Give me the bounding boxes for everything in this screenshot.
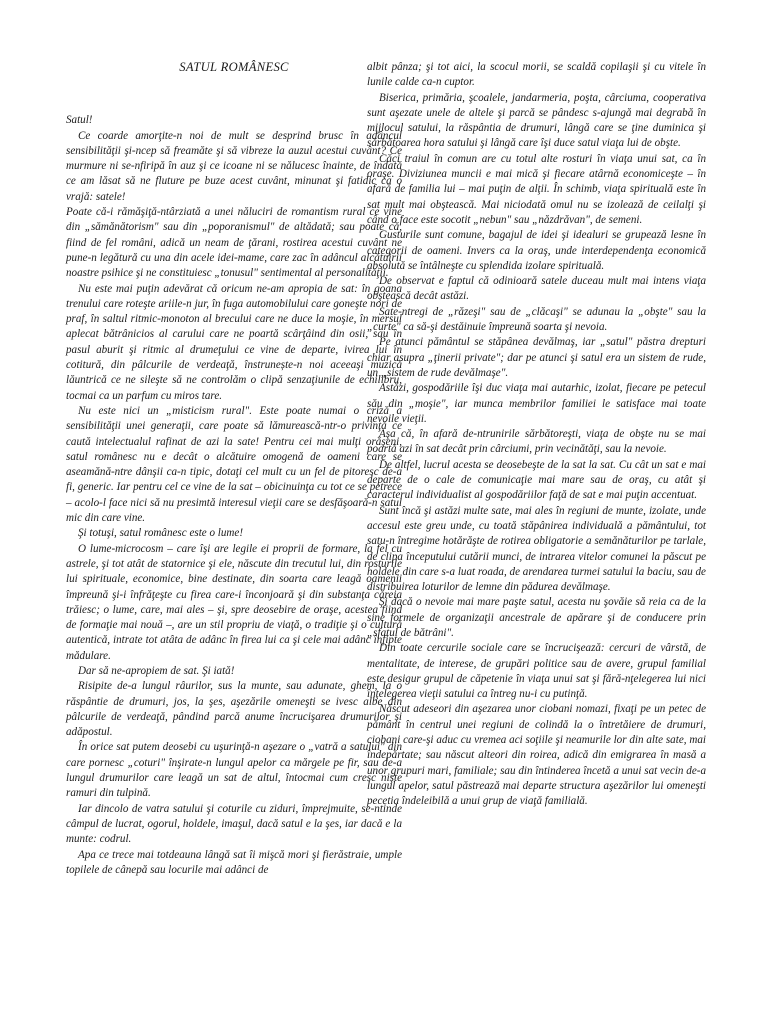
paragraph: Gusturile sunt comune, bagajul de idei şi idealuri se grupează lesne în categorii de oameni. Invers ca la oraş, unde interdependenţa economică absolută se întâlneşte cu splendida izolare spirituală. <box>367 229 706 272</box>
left-column-body <box>66 113 402 878</box>
right-column-body <box>367 60 706 810</box>
paragraph: Aşa că, în afară de-ntrunirile sărbătoreşti, viaţa de obşte nu se mai poartă azi în sat decât prin cârciumi, prin vecinătăţi, sau la nevoie. <box>367 428 706 456</box>
right-column <box>367 60 706 810</box>
paragraph: Ce coarde amorţite-n noi de mult se desprind brusc în adâncul sensibilităţii şi-ncep să freamăte şi să vibreze la auzul acestui cuvânt? Ce murmure ni se-nfiripă în auz şi ce icoane ni se nălucesc înainte, de îndată ce am lăsat să ne fluture pe buze acest cuvânt, minunat şi fatidic ca o vrajă: satele! <box>66 129 402 203</box>
paragraph: Sate-ntregi de „răzeşi" sau de „clăcaşi" se adunau la „obşte" sau la „curte" ca să-şi destăinuie împreună soarta şi nevoia. <box>367 305 706 334</box>
paragraph: Din toate cercurile sociale care se încrucişează: cercuri de vârstă, de mentalitate, de interese, de grupări politice sau de avere, grupul familial este desigur grupul de căpetenie în viaţa unui sat şi fără-nţelegerea lui nici înţelegerea vieţii satului ca întreg nu-i cu putinţă. <box>367 642 706 701</box>
paragraph: Căci traiul în comun are cu totul alte rosturi în viaţa unui sat, ca în oraşe. Diviziunea muncii e mai mică şi fiecare atârnă economiceşte – în afară de familia lui – mai puţin de alţii. În schimb, viaţa spirituală este în sat mult mai obştească. Mai niciodată omul nu se izolează de ceilalţi şi când o face este socotit „nebun" sau „năzdrăvan", de semeni. <box>367 152 706 226</box>
paragraph: Astăzi, gospodăriile îşi duc viaţa mai autarhic, izolat, fiecare pe petecul său din „moşie", iar munca membrilor familiei le satisface mai toate nevoile vieţii. <box>367 382 706 425</box>
paragraph: În orice sat putem deosebi cu uşurinţă-n aşezare o „vatră a satului" din care pornesc „coturi" înşirate-n lungul apelor ca mărgele pe fir, sau de-a lungul drumurilor care leagă un sat de altul, întocmai cum cresc nişte ramuri din tulpină. <box>66 741 402 800</box>
paragraph: Şi dacă o nevoie mai mare paşte satul, acesta nu şovăie să reia ca de la sine formele de organizaţii ancestrale de apărare şi de conducere prin „sfatul de bătrâni". <box>367 596 706 639</box>
paragraph: Iar dincolo de vatra satului şi coturile cu ziduri, împrejmuite, se-ntinde câmpul de lucrat, ogorul, holdele, imaşul, dacă satul e la şes, iar dacă e la munte: codrul. <box>66 802 402 846</box>
paragraph: Biserica, primăria, şcoalele, jandarmeria, poşta, cârciuma, cooperativa sunt aşezate unele de altele şi parcă se pândesc s-ajungă mai degrabă în mijlocul satului, la răspântia de drumuri, lângă care se ţine duminica şi sărbătoarea hora satului şi lângă care îşi duce satul viaţa lui de obşte. <box>367 91 706 150</box>
article-title: SATUL ROMÂNESC <box>179 60 289 74</box>
paragraph: Şi totuşi, satul românesc este o lume! <box>78 527 244 540</box>
paragraph: Apa ce trece mai totdeauna lângă sat îi mişcă mori şi fierăstraie, umple topilele de cânepă sau locurile mai adânci de <box>66 848 402 876</box>
paragraph: Născut adeseori din aşezarea unor ciobani nomazi, fixaţi pe un petec de pământ în centrul unei regiuni de colindă la o întretăiere de drumuri, ciobani care-şi aduc cu vremea aci soţiile şi neamurile lor din alte sate, mai îndepărtate; sau născut alteori din roirea, adică din emigrarea în masă a unor grupuri mari, familiale; sau din întinderea încetă a unui sat vecin de-a lungul apelor, satul păstrează mai departe structura aşezărilor lui omeneşti pecetia îndeleibilă a unui grup de viaţă familială. <box>367 703 706 808</box>
paragraph: Sunt încă şi astăzi multe sate, mai ales în regiuni de munte, izolate, unde accesul este greu unde, cu toată stăpânirea individuală a pământului, tot satu-n întregime hotărăşte de rotirea obligatorie a semănăturilor pe tarlale, de clipa începutului cutării munci, de intrarea vitelor comunei la păscut pe holdele din care s-a luat roada, de arendarea turmei satului la baciu, sau de distribuirea loturilor de lemne din pădurea devălmaşe. <box>367 504 706 594</box>
paragraph: Nu este nici un „misticism rural". Este poate numai o criză a sensibilităţii unei generaţii, care poate să lămurească-ntr-o privinţă ce caută intelectualul rafinat de azi la sate! Pentru cei mai mulţi orăşeni, satul românesc nu e decât o alcătuire omogenă de oameni care se aseamănă-ntre dânşii ca-n tipic, dotaţi cel mult cu un fel de pitoresc de-a fi, generic. Iar pentru cel ce vine de la sat – obicinuinţa cu tot ce se petrece – acolo-l face nici să nu presimtă interesul vieţii care se desfăşoară-n satul mic din care vine. <box>66 404 402 525</box>
paragraph: De observat e faptul că odinioară satele duceau mult mai intens viaţa obştească decât astăzi. <box>367 275 706 303</box>
paragraph: De altfel, lucrul acesta se deosebeşte de la sat la sat. Cu cât un sat e mai departe de o cale de comunicaţie mai mare sau de oraş, cu atât şi caracterul individualist al gospodăriilor faţă de sat e mai puţin accentuat. <box>367 458 706 502</box>
paragraph: Satul! <box>66 114 93 127</box>
paragraph: Dar să ne-apropiem de sat. Şi iată! <box>78 664 235 677</box>
paragraph: albit pânza; şi tot aici, la scocul morii, se scaldă copilaşii şi cu vitele în lunile calde ca-n cuptor. <box>367 61 706 89</box>
paragraph: Pe atunci pământul se stăpânea devălmaş, iar „satul" păstra drepturi chiar asupra „ţinerii private"; dar pe atunci şi satul era un sistem de rude, un „sistem de rude devălmaşe". <box>367 336 706 379</box>
paragraph: O lume-microcosm – care îşi are legile ei proprii de formare, la fel cu astrele, şi tot atât de statornice şi ele, născute din trecutul lui, din rosturile lui spirituale, economice, bine destinate, din soarta care leagă oamenii împreună şi-i înfrăţeşte cu firea care-i înconjoară şi din substanţa căreia trăiesc; o lume, care, mai ales – şi, spre deosebire de oraşe, acestea fiind de formaţie mai nouă –, are un stil propriu de viaţă, o tradiţie şi o cultură autentică, intrate tot atâta de adânc în firea lui ca şi cele mai adânc înfipte mădulare. <box>66 542 402 662</box>
paragraph: Risipite de-a lungul râurilor, sus la munte, sau adunate, ghem, la o răspântie de drumuri, jos, la şes, aşezările omeneşti se ivesc albe din pâlcurile de verdeaţă, pândind parcă anume încrucişarea drumurilor şi adăpostul. <box>66 680 402 739</box>
paragraph: Nu este mai puţin adevărat că oricum ne-am apropia de sat: în goana trenului care roteşte ariile-n jur, în fuga automobilului care goneşte nori de praf, în saltul ritmic-monoton al brecului care ne duce la moşie, în mersul aplecat bătrânicios al carului care ne poartă scârţâind din osii, sau în pasul aburit şi ritmic al drumeţului ce vine de departe, ivirea lui în cotitură, din pâlcurile de verdeaţă, înstrunește-n noi aceeaşi muzică lăuntrică ce ne sileşte să ne controlăm o clipă senzaţiunile de echilibru, tocmai ca un parfum cu miros tare. <box>66 282 402 402</box>
left-column <box>66 58 402 878</box>
paragraph: Poate că-i rămăşiţă-ntârziată a unei năluciri de romantism rural ce vine din „sămănătorism" sau din „poporanismul" de altădată; sau poate că, fiind de fel români, adică un neam de ţărani, rostirea acestui cuvânt ne pune-n legătură cu una din acele idei-mame, care zac în adâncul alcătuirii noastre psihice şi ne constituiesc „tonusul" sentimental al personalităţii. <box>66 206 402 280</box>
